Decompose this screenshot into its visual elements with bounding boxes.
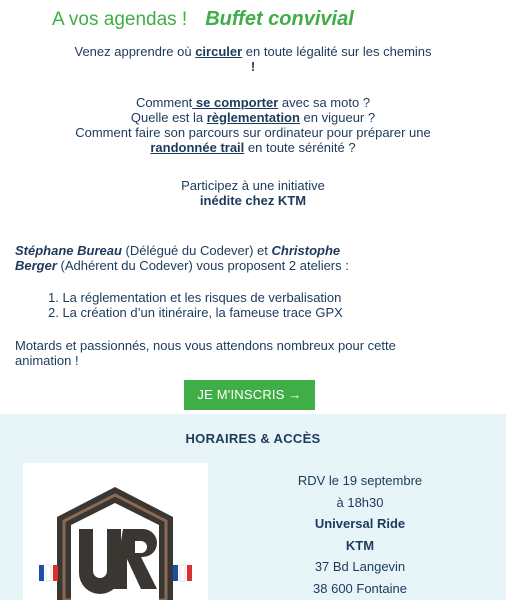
list-item: 2. La création d’un itinéraire, la fameuse trace GPX (48, 305, 343, 320)
closing-paragraph: Motards et passionnés, nous vous attendons nombreux pour cette animation ! (15, 338, 396, 368)
rdv-date: RDV le 19 septembre (297, 473, 423, 488)
rdv-time: à 18h30 (336, 494, 384, 510)
venue-city: 38 600 Fontaine (313, 580, 407, 596)
register-button[interactable]: JE M'INSCRIS → (184, 380, 315, 410)
circuler-link[interactable]: circuler (195, 44, 243, 59)
presenters-paragraph: Stéphane Bureau (Délégué du Codever) et Christophe Berger (Adhérent du Codever) vous proposent 2 ateliers : (15, 243, 349, 273)
venue-name: Universal Ride (314, 516, 406, 531)
initiative-highlight: inédite chez KTM (199, 193, 307, 208)
presenter-name-2b: Berger (15, 258, 57, 273)
intro-paragraph (0, 44, 506, 74)
intro-line: Venez apprendre où circuler en toute légalité sur les chemins (74, 44, 432, 59)
initiative-paragraph (0, 178, 506, 208)
hours-title: HORAIRES & ACCÈS (185, 431, 321, 446)
randonnee-trail-link[interactable]: randonnée trail (150, 140, 245, 155)
workshop-list (48, 290, 343, 320)
venue-logo (23, 463, 208, 600)
venue-brand: KTM (345, 537, 375, 553)
presenter-name-1: Stéphane Bureau (15, 243, 122, 258)
presenter-name-2a: Christophe (271, 243, 341, 258)
reglementation-link[interactable]: règlementation (206, 110, 300, 125)
hours-access-panel (0, 414, 506, 600)
event-address (262, 470, 458, 599)
question-1: Comment se comporter avec sa moto ? (135, 95, 371, 110)
headline-title: Buffet convivial (205, 8, 354, 30)
question-3: Comment faire son parcours sur ordinateur pour préparer une (75, 125, 431, 140)
initiative-line: Participez à une initiative (181, 178, 325, 193)
question-4: randonnée trail en toute sérénité ? (150, 140, 356, 155)
list-item: 1. La réglementation et les risques de verbalisation (48, 290, 342, 305)
se-comporter-link[interactable]: se comporter (192, 95, 279, 110)
questions-paragraph (0, 95, 506, 155)
question-2: Quelle est la règlementation en vigueur ? (130, 110, 376, 125)
venue-street: 37 Bd Langevin (314, 559, 406, 574)
headline-lead: A vos agendas ! (52, 9, 188, 30)
headline (0, 8, 506, 31)
intro-line-2: ! (250, 59, 256, 74)
ur-logo-icon (23, 463, 208, 600)
